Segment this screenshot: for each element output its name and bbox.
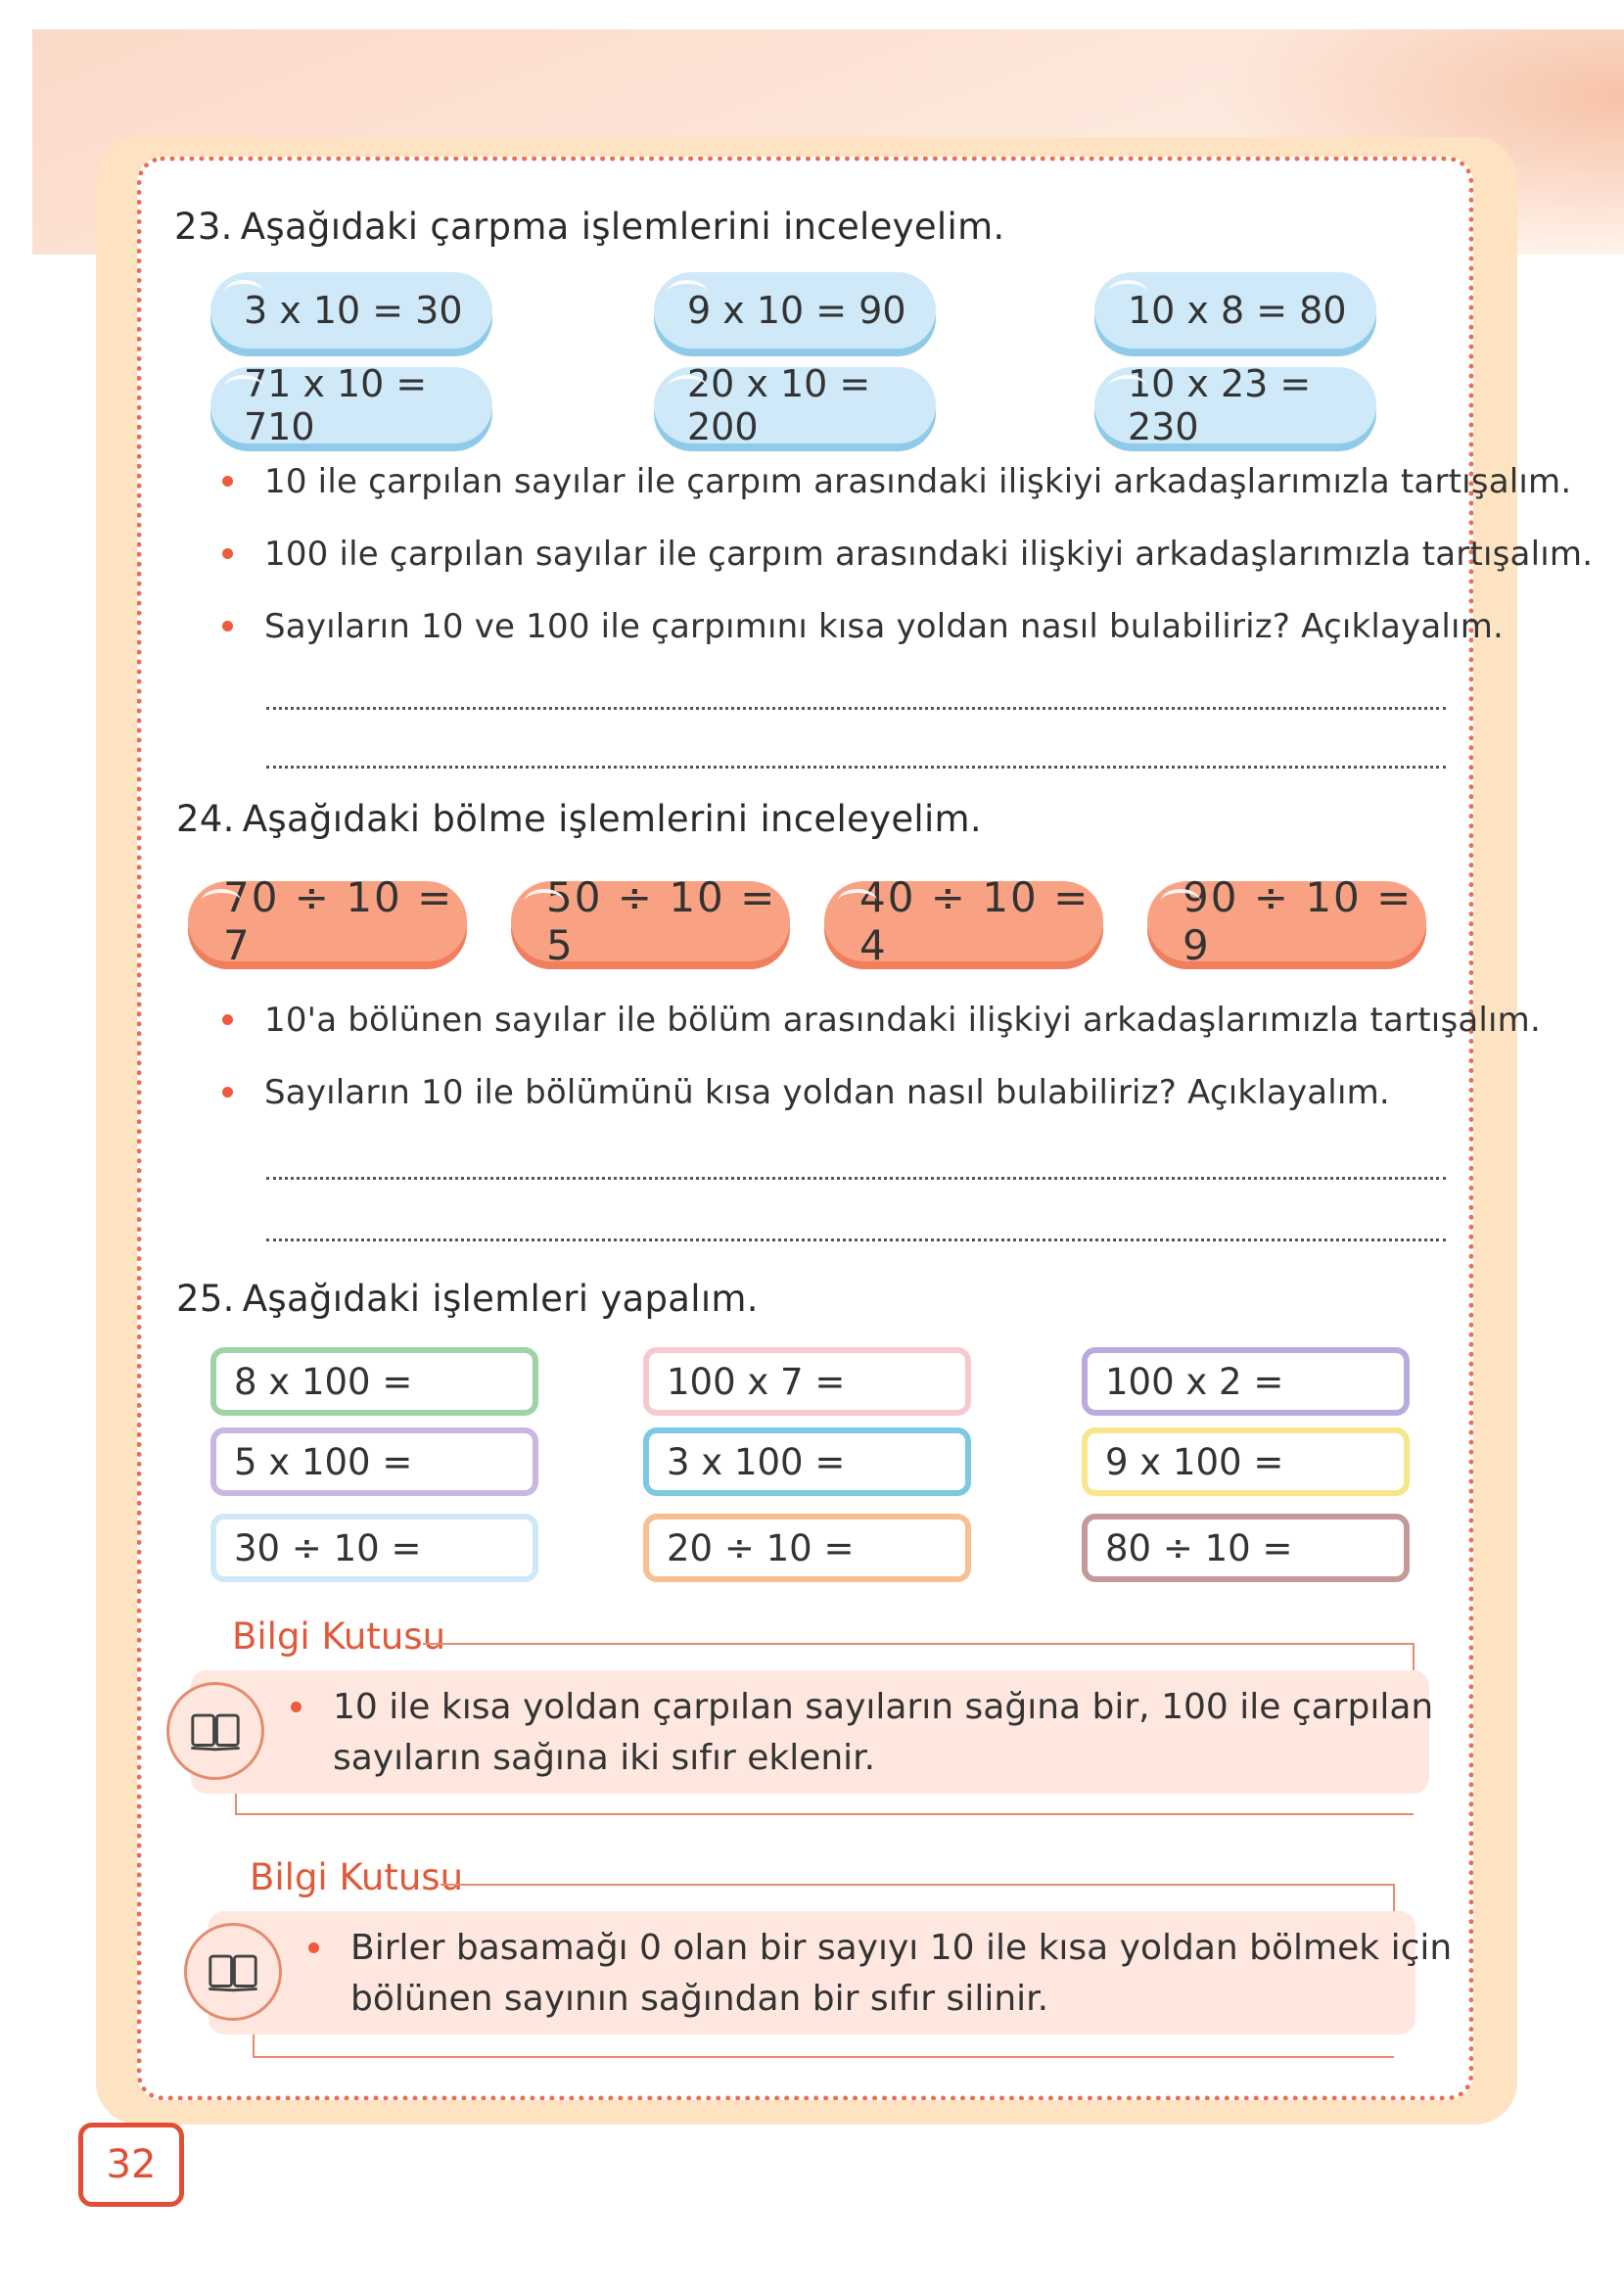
info-box-border [253,2034,255,2056]
discussion-bullet: Sayıların 10 ile bölümünü kısa yoldan nasıl bulabiliriz? Açıklayalım. [264,1073,1390,1112]
multiplication-pill: 10 x 23 = 230 [1094,367,1376,444]
answer-line[interactable] [266,1239,1446,1241]
multiplication-pill: 71 x 10 = 710 [210,367,492,444]
question-24-title [176,798,982,840]
discussion-bullet: 100 ile çarpılan sayılar ile çarpım arasındaki ilişkiyi arkadaşlarımızla tartışalım. [264,535,1593,574]
discussion-bullet: Sayıların 10 ve 100 ile çarpımını kısa yoldan nasıl bulabiliriz? Açıklayalım. [264,607,1504,646]
book-icon [166,1682,264,1780]
question-text: Aşağıdaki işlemleri yapalım. [242,1278,759,1320]
answer-line[interactable] [266,1177,1446,1180]
answer-line[interactable] [266,766,1446,769]
exercise-answer-box[interactable]: 30 ÷ 10 = [210,1514,538,1582]
exercise-answer-box[interactable]: 5 x 100 = [210,1427,538,1496]
page-number: 32 [78,2123,184,2207]
discussion-bullet: 10 ile çarpılan sayılar ile çarpım arasındaki ilişkiyi arkadaşlarımızla tartışalım. [264,462,1571,501]
exercise-answer-box[interactable]: 20 ÷ 10 = [643,1514,971,1582]
division-pill: 50 ÷ 10 = 5 [511,881,790,961]
division-pill: 40 ÷ 10 = 4 [824,881,1103,961]
book-icon [184,1923,282,2021]
question-number: 25. [176,1278,235,1320]
info-box-border [423,1643,1414,1645]
exercise-answer-box[interactable]: 80 ÷ 10 = [1082,1514,1410,1582]
exercise-answer-box[interactable]: 9 x 100 = [1082,1427,1410,1496]
question-number: 23. [174,206,233,248]
exercise-answer-box[interactable]: 8 x 100 = [210,1347,538,1416]
division-pill: 90 ÷ 10 = 9 [1147,881,1426,961]
multiplication-pill: 3 x 10 = 30 [210,272,492,349]
multiplication-pill: 10 x 8 = 80 [1094,272,1376,349]
question-23-title [174,206,1004,248]
info-text: 10 ile kısa yoldan çarpılan sayıların sağına bir, 100 ile çarpılan sayıların sağına iki sıfır eklenir. [333,1687,1434,1778]
info-text: Birler basamağı 0 olan bir sayıyı 10 ile kısa yoldan bölmek için bölünen sayının sağından bir sıfır silinir. [350,1928,1453,2019]
info-box-border [235,1813,1414,1815]
info-box-border [253,2056,1394,2058]
info-box-border [441,1884,1394,1886]
multiplication-pill: 9 x 10 = 90 [654,272,936,349]
info-box-title: Bilgi Kutusu [232,1615,446,1658]
question-text: Aşağıdaki çarpma işlemlerini inceleyelim. [240,206,1005,248]
exercise-answer-box[interactable]: 3 x 100 = [643,1427,971,1496]
discussion-bullet: 10'a bölünen sayılar ile bölüm arasındaki ilişkiyi arkadaşlarımızla tartışalım. [264,1001,1541,1040]
division-pill: 70 ÷ 10 = 7 [188,881,467,961]
exercise-answer-box[interactable]: 100 x 7 = [643,1347,971,1416]
question-number: 24. [176,798,235,840]
info-box-title: Bilgi Kutusu [250,1856,464,1898]
multiplication-pill: 20 x 10 = 200 [654,367,936,444]
info-box-border [235,1794,237,1813]
exercise-answer-box[interactable]: 100 x 2 = [1082,1347,1410,1416]
question-text: Aşağıdaki bölme işlemlerini inceleyelim. [242,798,982,840]
answer-line[interactable] [266,707,1446,710]
question-25-title [176,1278,759,1320]
